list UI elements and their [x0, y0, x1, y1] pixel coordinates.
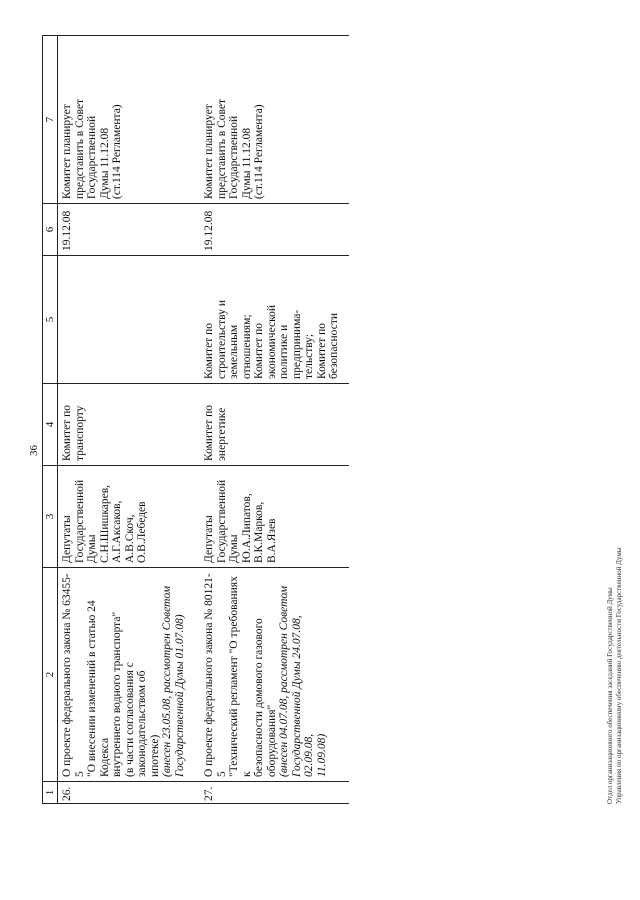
table-row [58, 36, 201, 804]
co-committee-line: политике и [278, 324, 290, 379]
co-committee-line: Комитет по [315, 323, 328, 379]
co-committee-line: предпринима- [290, 309, 303, 379]
author-line: Депутаты [203, 515, 215, 563]
authors-cell [200, 466, 349, 568]
plan-line: Комитет планирует [61, 104, 73, 199]
page-footer [606, 548, 624, 804]
date-cell: 19.12.08 [200, 204, 349, 256]
committee-cell [58, 384, 201, 466]
plan-line: Государственной [228, 115, 240, 199]
bill-note-line: (внесен 23.05.08, рассмотрен Советом [161, 585, 173, 777]
footer-line: Управления по организационному обеспечению деятельности Государственной Думы [615, 547, 623, 804]
authors-cell [58, 466, 201, 568]
co-committee-line: тельству; [303, 333, 315, 379]
table-row [200, 36, 349, 804]
co-committee-line: строительству и [215, 300, 228, 379]
committee-cell [200, 384, 349, 466]
bills-table [42, 35, 349, 804]
author-line: Государственной [215, 479, 228, 563]
author-line: В.А.Язев [265, 518, 278, 563]
column-header: 4 [43, 384, 58, 466]
author-line: А.Г.Аксаков, [111, 500, 123, 563]
bill-note-line: 11.09.08) [315, 733, 328, 777]
plan-line: представить в Совет [73, 98, 86, 199]
committee-line: транспорту [73, 405, 86, 461]
column-header: 5 [43, 256, 58, 384]
plan-line: Думы 11.12.08 [98, 127, 111, 199]
bill-title-line: безопасности домового газового оборудования" [253, 618, 278, 777]
bill-title-line: "О внесении изменений в статью 24 Кодекса [86, 600, 111, 777]
author-line: Думы [86, 534, 98, 563]
committee-line: Комитет по [203, 405, 215, 461]
committee-line: энергетике [215, 407, 228, 461]
author-line: Ю.А.Липатов, [240, 493, 253, 563]
plan-cell [200, 36, 349, 204]
bill-title-line: (в части согласования с законодательством об [123, 662, 148, 777]
column-header: 7 [43, 36, 58, 204]
co-committees-cell [58, 256, 201, 384]
bill-title-line: ипотеке) [148, 734, 161, 777]
page-number: 36 [28, 445, 40, 456]
co-committee-line: земельным [228, 324, 240, 379]
plan-line: представить в Совет [215, 98, 228, 199]
author-line: Думы [228, 534, 240, 563]
plan-line: Государственной [86, 115, 98, 199]
co-committee-line: Комитет по [253, 323, 265, 379]
plan-line: (ст.114 Регламента) [111, 104, 123, 199]
row-number: 26. [58, 782, 201, 804]
column-header: 1 [43, 782, 58, 804]
bill-title-line: внутреннего водного транспорта" [111, 611, 123, 777]
author-line: С.Н.Шишкарев, [98, 484, 111, 563]
plan-cell [58, 36, 201, 204]
bill-note-line: Государственной Думы 01.07.08) [173, 614, 186, 777]
column-header: 2 [43, 568, 58, 782]
author-line: Депутаты [61, 515, 73, 563]
bill-title-cell [58, 568, 201, 782]
column-number-row [43, 36, 58, 804]
column-header: 3 [43, 466, 58, 568]
co-committees-cell [200, 256, 349, 384]
co-committee-line: безопасности [328, 312, 340, 379]
co-committee-line: Комитет по [203, 323, 215, 379]
bill-note-line: Государственной Думы 24.07.08, 02.09.08, [290, 615, 315, 777]
author-line: Государственной [73, 479, 86, 563]
bill-note-line: (внесен 04.07.08, рассмотрен Советом [278, 585, 290, 777]
plan-line: Комитет планирует [203, 104, 215, 199]
committee-line: Комитет по [61, 405, 73, 461]
date-cell: 19.12.08 [58, 204, 201, 256]
author-line: О.В.Лебедев [136, 501, 148, 563]
plan-line: Думы 11.12.08 [240, 127, 253, 199]
row-number: 27. [200, 782, 349, 804]
co-committee-line: экономической [265, 305, 278, 379]
column-header: 6 [43, 204, 58, 256]
footer-line: Отдел организационного обеспечения заседаний Государственной Думы [606, 587, 614, 804]
plan-line: (ст.114 Регламента) [253, 104, 265, 199]
bill-title-line: "Технический регламент "О требованиях к [228, 576, 253, 777]
bill-title-cell [200, 568, 349, 782]
author-line: А.В.Скоч, [123, 514, 136, 563]
bill-title-line: О проекте федерального закона № 63455-5 [61, 573, 86, 777]
bill-title-line: О проекте федерального закона № 80121-5 [203, 573, 228, 777]
author-line: В.К.Марков, [253, 501, 265, 563]
co-committee-line: отношениям; [240, 314, 253, 379]
